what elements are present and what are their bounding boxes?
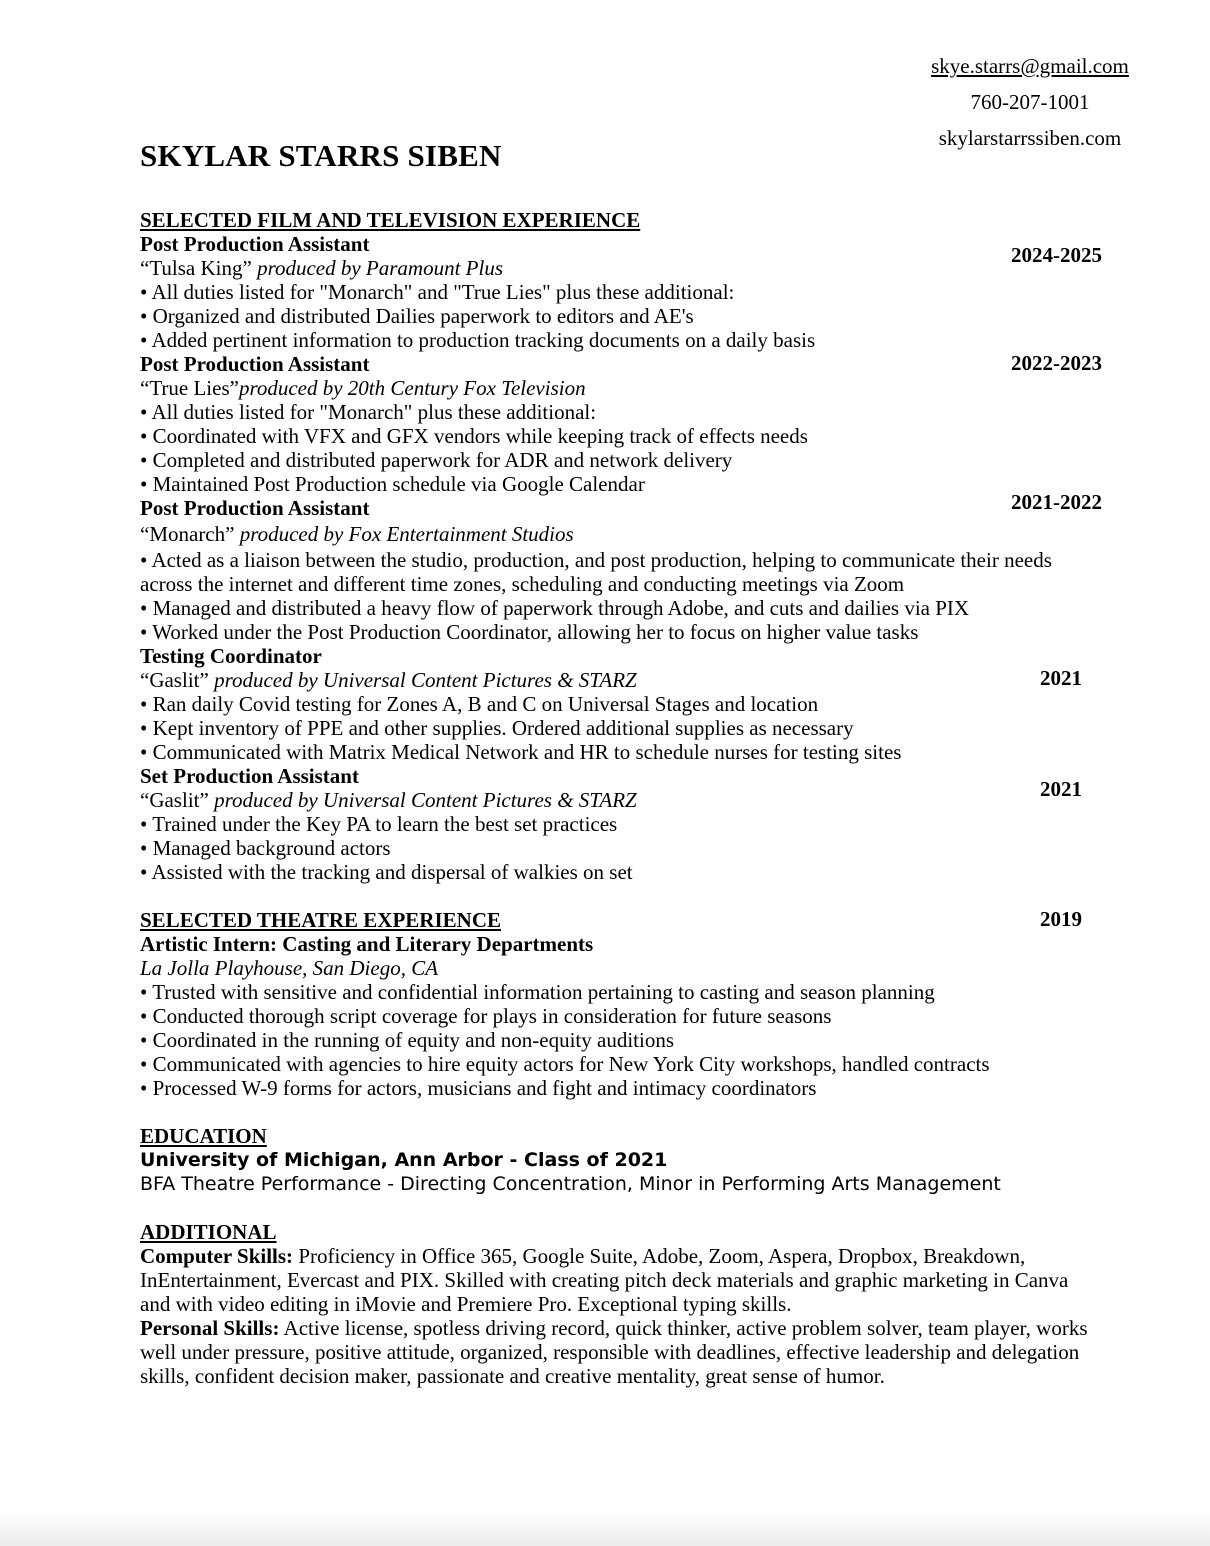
- job-bullets: [140, 812, 1100, 884]
- job-bullets: [140, 280, 1100, 352]
- job-title: Testing Coordinator: [140, 644, 322, 668]
- bullet-item: • Ran daily Covid testing for Zones A, B and C on Universal Stages and location: [140, 692, 819, 716]
- bullet-item: • Trained under the Key PA to learn the best set practices: [140, 812, 618, 836]
- job-dates: 2021: [1040, 777, 1082, 801]
- job-title: Artistic Intern: Casting and Literary Departments: [140, 932, 594, 956]
- bullet-item: • Kept inventory of PPE and other supplies. Ordered additional supplies as necessary: [140, 716, 854, 740]
- section-heading-film-tv: SELECTED FILM AND TELEVISION EXPERIENCE: [140, 208, 641, 232]
- job-show: [140, 788, 1100, 812]
- job-dates: 2024-2025: [1011, 243, 1102, 267]
- education-degree: BFA Theatre Performance - Directing Concentration, Minor in Performing Arts Management: [140, 1173, 1001, 1195]
- bullet-item: • All duties listed for "Monarch" and "True Lies" plus these additional:: [140, 280, 735, 304]
- bullet-item: • Maintained Post Production schedule via Google Calendar: [140, 472, 645, 496]
- personal-skills-label: Personal Skills:: [140, 1316, 280, 1340]
- job-bullets: [140, 548, 1100, 644]
- bullet-item: • Communicated with Matrix Medical Network and HR to schedule nurses for testing sites: [140, 740, 902, 764]
- job-title: Post Production Assistant: [140, 496, 370, 520]
- show-name: “Gaslit”: [140, 788, 209, 812]
- show-producer: produced by Universal Content Pictures & STARZ: [208, 668, 637, 692]
- theatre-bullets: [140, 980, 1100, 1100]
- show-producer: produced by Paramount Plus: [251, 256, 504, 280]
- show-name: “Gaslit”: [140, 668, 209, 692]
- section-heading-theatre: SELECTED THEATRE EXPERIENCE: [140, 908, 501, 932]
- job-show: [140, 256, 1100, 280]
- bullet-item: • Communicated with agencies to hire equity actors for New York City workshops, handled contracts: [140, 1052, 990, 1076]
- bullet-item: • Completed and distributed paperwork for ADR and network delivery: [140, 448, 733, 472]
- show-name: “Tulsa King”: [140, 256, 252, 280]
- job-entry: [140, 644, 1100, 764]
- job-title: Set Production Assistant: [140, 764, 359, 788]
- job-entry: [140, 496, 1100, 644]
- resume-body: [140, 208, 1100, 1388]
- website-link[interactable]: skylarstarrssiben.com: [938, 126, 1122, 150]
- section-heading-additional: ADDITIONAL: [140, 1220, 277, 1244]
- show-name: “Monarch”: [140, 522, 235, 546]
- job-bullets: [140, 400, 1100, 496]
- bullet-item: • All duties listed for "Monarch" plus these additional:: [140, 400, 597, 424]
- computer-skills-label: Computer Skills:: [140, 1244, 294, 1268]
- show-producer: produced by 20th Century Fox Television: [238, 376, 586, 400]
- email-link[interactable]: skye.starrs@gmail.com: [931, 54, 1129, 78]
- theatre-place: La Jolla Playhouse, San Diego, CA: [140, 956, 439, 980]
- computer-skills: [140, 1244, 1100, 1316]
- bullet-item: • Assisted with the tracking and dispersal of walkies on set: [140, 860, 633, 884]
- job-entry: [140, 764, 1100, 884]
- contact-block: [910, 48, 1150, 156]
- job-bullets: [140, 692, 1100, 764]
- page-bottom-shadow: [0, 1510, 1210, 1546]
- resume-name: SKYLAR STARRS SIBEN: [140, 138, 502, 173]
- personal-skills: [140, 1316, 1100, 1388]
- section-heading-education: EDUCATION: [140, 1124, 267, 1148]
- job-show: [140, 522, 1100, 546]
- job-dates: 2022-2023: [1011, 351, 1102, 375]
- bullet-item: • Worked under the Post Production Coordinator, allowing her to focus on higher value tasks: [140, 620, 919, 644]
- job-show: [140, 376, 1100, 400]
- show-name: “True Lies”: [140, 376, 239, 400]
- show-producer: produced by Fox Entertainment Studios: [234, 522, 574, 546]
- job-dates: 2019: [1040, 907, 1082, 931]
- job-title: Post Production Assistant: [140, 352, 370, 376]
- job-show: [140, 668, 1100, 692]
- bullet-item: • Processed W-9 forms for actors, musicians and fight and intimacy coordinators: [140, 1076, 817, 1100]
- bullet-item: • Trusted with sensitive and confidential information pertaining to casting and season planning: [140, 980, 935, 1004]
- computer-skills-text: Proficiency in Office 365, Google Suite, Adobe, Zoom, Aspera, Dropbox, Breakdown, InEntertainment, Evercast and PIX. Skilled with creating pitch deck materials and graphic marketing in Canva and with video editing in iMovie and Premiere Pro. Exceptional typing skills.: [140, 1244, 1069, 1316]
- bullet-item: • Managed and distributed a heavy flow of paperwork through Adobe, and cuts and dailies via PIX: [140, 596, 970, 620]
- phone-number: 760-207-1001: [970, 90, 1090, 114]
- bullet-item: • Managed background actors: [140, 836, 391, 860]
- bullet-item: • Coordinated with VFX and GFX vendors while keeping track of effects needs: [140, 424, 808, 448]
- personal-skills-text: Active license, spotless driving record, quick thinker, active problem solver, team player, works well under pressure, positive attitude, organized, responsible with deadlines, effective leadership and delegation skills, confident decision maker, passionate and creative mentality, great sense of humor.: [140, 1316, 1088, 1388]
- bullet-item: • Organized and distributed Dailies paperwork to editors and AE's: [140, 304, 694, 328]
- bullet-item: • Conducted thorough script coverage for plays in consideration for future seasons: [140, 1004, 832, 1028]
- education-school: University of Michigan, Ann Arbor - Class of 2021: [140, 1149, 668, 1171]
- bullet-item: • Added pertinent information to production tracking documents on a daily basis: [140, 328, 816, 352]
- job-dates: 2021: [1040, 666, 1082, 690]
- bullet-item: • Acted as a liaison between the studio, production, and post production, helping to communicate their needs across the internet and different time zones, scheduling and conducting meetings via Zoom: [140, 548, 1052, 596]
- job-entry: [140, 352, 1100, 496]
- bullet-item: • Coordinated in the running of equity and non-equity auditions: [140, 1028, 675, 1052]
- job-entry: [140, 232, 1100, 352]
- job-dates: 2021-2022: [1011, 490, 1102, 514]
- show-producer: produced by Universal Content Pictures & STARZ: [208, 788, 637, 812]
- job-title: Post Production Assistant: [140, 232, 370, 256]
